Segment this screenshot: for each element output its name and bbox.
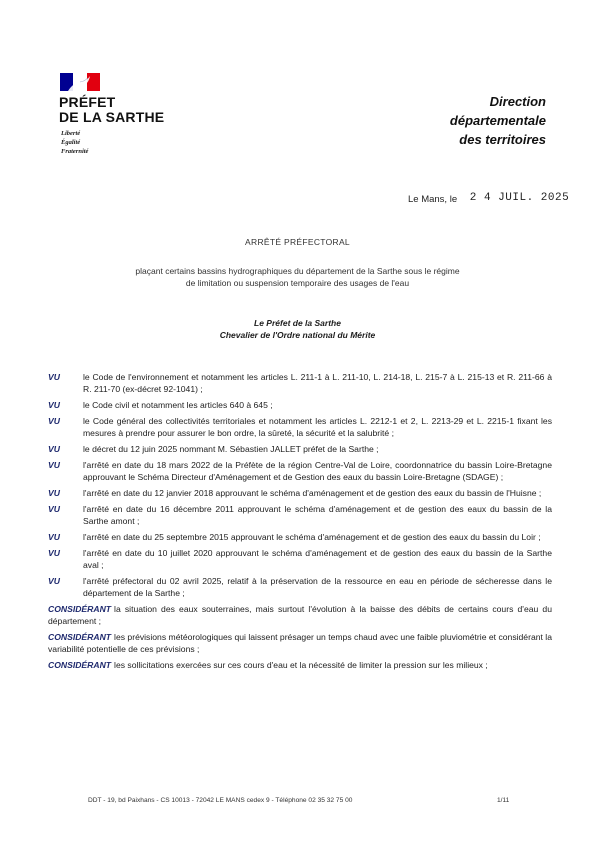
- visa-keyword: VU: [48, 548, 60, 558]
- visa-text: l'arrêté préfectoral du 02 avril 2025, relatif à la préservation de la ressource en eau en période de sécheresse dans le département de la Sarthe ;: [83, 576, 552, 598]
- considerant-keyword: CONSIDÉRANT: [48, 604, 112, 614]
- prefecture-name: [59, 95, 164, 125]
- visa-item: [48, 547, 552, 571]
- visa-text: l'arrêté en date du 18 mars 2022 de la Préfète de la région Centre-Val de Loire, coordonnatrice du bassin Loire-Bretagne approuvant le Schéma Directeur d'Aménagement et de Gestion des eaux du bassin Loire-Bretagne (SDAGE) ;: [83, 460, 552, 482]
- prefecture-name-line1: PRÉFET: [59, 94, 116, 110]
- visa-text: l'arrêté en date du 25 septembre 2015 approuvant le schéma d'aménagement et de gestion des eaux du bassin du Loir ;: [83, 532, 541, 542]
- visa-item: [48, 575, 552, 599]
- visa-text: l'arrêté en date du 16 décembre 2011 approuvant le schéma d'aménagement et de gestion des eaux du bassin de la Sarthe amont ;: [83, 504, 552, 526]
- considerant-keyword: CONSIDÉRANT: [48, 660, 112, 670]
- motto-liberte: Liberté: [61, 130, 81, 137]
- visa-item: [48, 503, 552, 527]
- considerant-item: [48, 603, 552, 627]
- visa-item: [48, 415, 552, 439]
- visa-item: [48, 487, 552, 499]
- visa-item: [48, 531, 552, 543]
- issuing-service-line1: Direction: [489, 94, 546, 109]
- footer-address: DDT - 19, bd Paixhans - CS 10013 - 72042 LE MANS cedex 9 - Téléphone 02 35 32 75 00: [88, 797, 353, 804]
- visa-keyword: VU: [48, 504, 60, 514]
- visa-item: [48, 459, 552, 483]
- visa-keyword: VU: [48, 460, 60, 470]
- visa-list: [48, 371, 552, 675]
- visa-keyword: VU: [48, 444, 60, 454]
- visa-keyword: VU: [48, 416, 60, 426]
- issuing-service: [450, 92, 546, 149]
- issuing-service-line3: des territoires: [459, 132, 546, 147]
- considerant-text: les prévisions météorologiques qui laissent présager un temps chaud avec une faible pluviométrie et considérant la variabilité potentielle de ces prévisions ;: [48, 632, 552, 654]
- page-number: 1/11: [497, 797, 510, 804]
- marianne-logo-icon: [60, 73, 100, 91]
- visa-text: le Code civil et notamment les articles 640 à 645 ;: [83, 400, 273, 410]
- visa-keyword: VU: [48, 400, 60, 410]
- issuing-service-line2: départementale: [449, 113, 546, 128]
- date-place: Le Mans, le: [408, 194, 458, 205]
- subject-line2: de limitation ou suspension temporaire des usages de l'eau: [185, 277, 410, 288]
- considerant-keyword: CONSIDÉRANT: [48, 632, 112, 642]
- visa-keyword: VU: [48, 488, 60, 498]
- visa-text: le Code général des collectivités territoriales et notamment les articles L. 2212-1 et 2, L. 2213-29 et L. 2215-1 fixant les mesures à prendre pour assurer le bon ordre, la sûreté, la sécurité et la salubrité ;: [83, 416, 552, 438]
- date-line: [408, 194, 569, 206]
- document-title: ARRÊTÉ PRÉFECTORAL: [245, 237, 350, 247]
- visa-keyword: VU: [48, 576, 60, 586]
- considerant-text: les sollicitations exercées sur ces cours d'eau et la nécessité de limiter la pression sur les milieux ;: [114, 660, 488, 670]
- subject-line1: plaçant certains bassins hydrographiques du département de la Sarthe sous le régime: [135, 266, 460, 276]
- signatory-line1: Le Préfet de la Sarthe: [254, 318, 341, 328]
- visa-item: [48, 371, 552, 395]
- visa-text: l'arrêté en date du 10 juillet 2020 approuvant le schéma d'aménagement et de gestion des eaux du bassin de la Sarthe aval ;: [83, 548, 552, 570]
- visa-item: [48, 399, 552, 411]
- visa-keyword: VU: [48, 532, 60, 542]
- considerant-text: la situation des eaux souterraines, mais surtout l'évolution à la baisse des débits de certains cours d'eau du département ;: [48, 604, 552, 626]
- considerant-item: [48, 659, 552, 671]
- signatory-line2: Chevalier de l'Ordre national du Mérite: [219, 329, 376, 340]
- document-subject: [0, 266, 595, 289]
- signatory-block: [0, 318, 595, 341]
- motto-fraternite: Fraternité: [61, 148, 89, 155]
- visa-keyword: VU: [48, 372, 60, 382]
- date-stamp: 2 4 JUIL. 2025: [469, 192, 570, 204]
- visa-text: l'arrêté en date du 12 janvier 2018 approuvant le schéma d'aménagement et de gestion des eaux du bassin de l'Huisne ;: [83, 488, 542, 498]
- considerant-item: [48, 631, 552, 655]
- visa-text: le décret du 12 juin 2025 nommant M. Sébastien JALLET préfet de la Sarthe ;: [83, 444, 379, 454]
- republic-motto: [61, 129, 88, 156]
- visa-item: [48, 443, 552, 455]
- visa-text: le Code de l'environnement et notamment les articles L. 211-1 à L. 211-10, L. 214-18, L. 215-7 à L. 215-13 et R. 211-66 à R. 211-70 (ex-décret 92-1041) ;: [83, 372, 552, 394]
- motto-egalite: Égalité: [61, 139, 81, 146]
- prefecture-name-line2: DE LA SARTHE: [59, 109, 165, 125]
